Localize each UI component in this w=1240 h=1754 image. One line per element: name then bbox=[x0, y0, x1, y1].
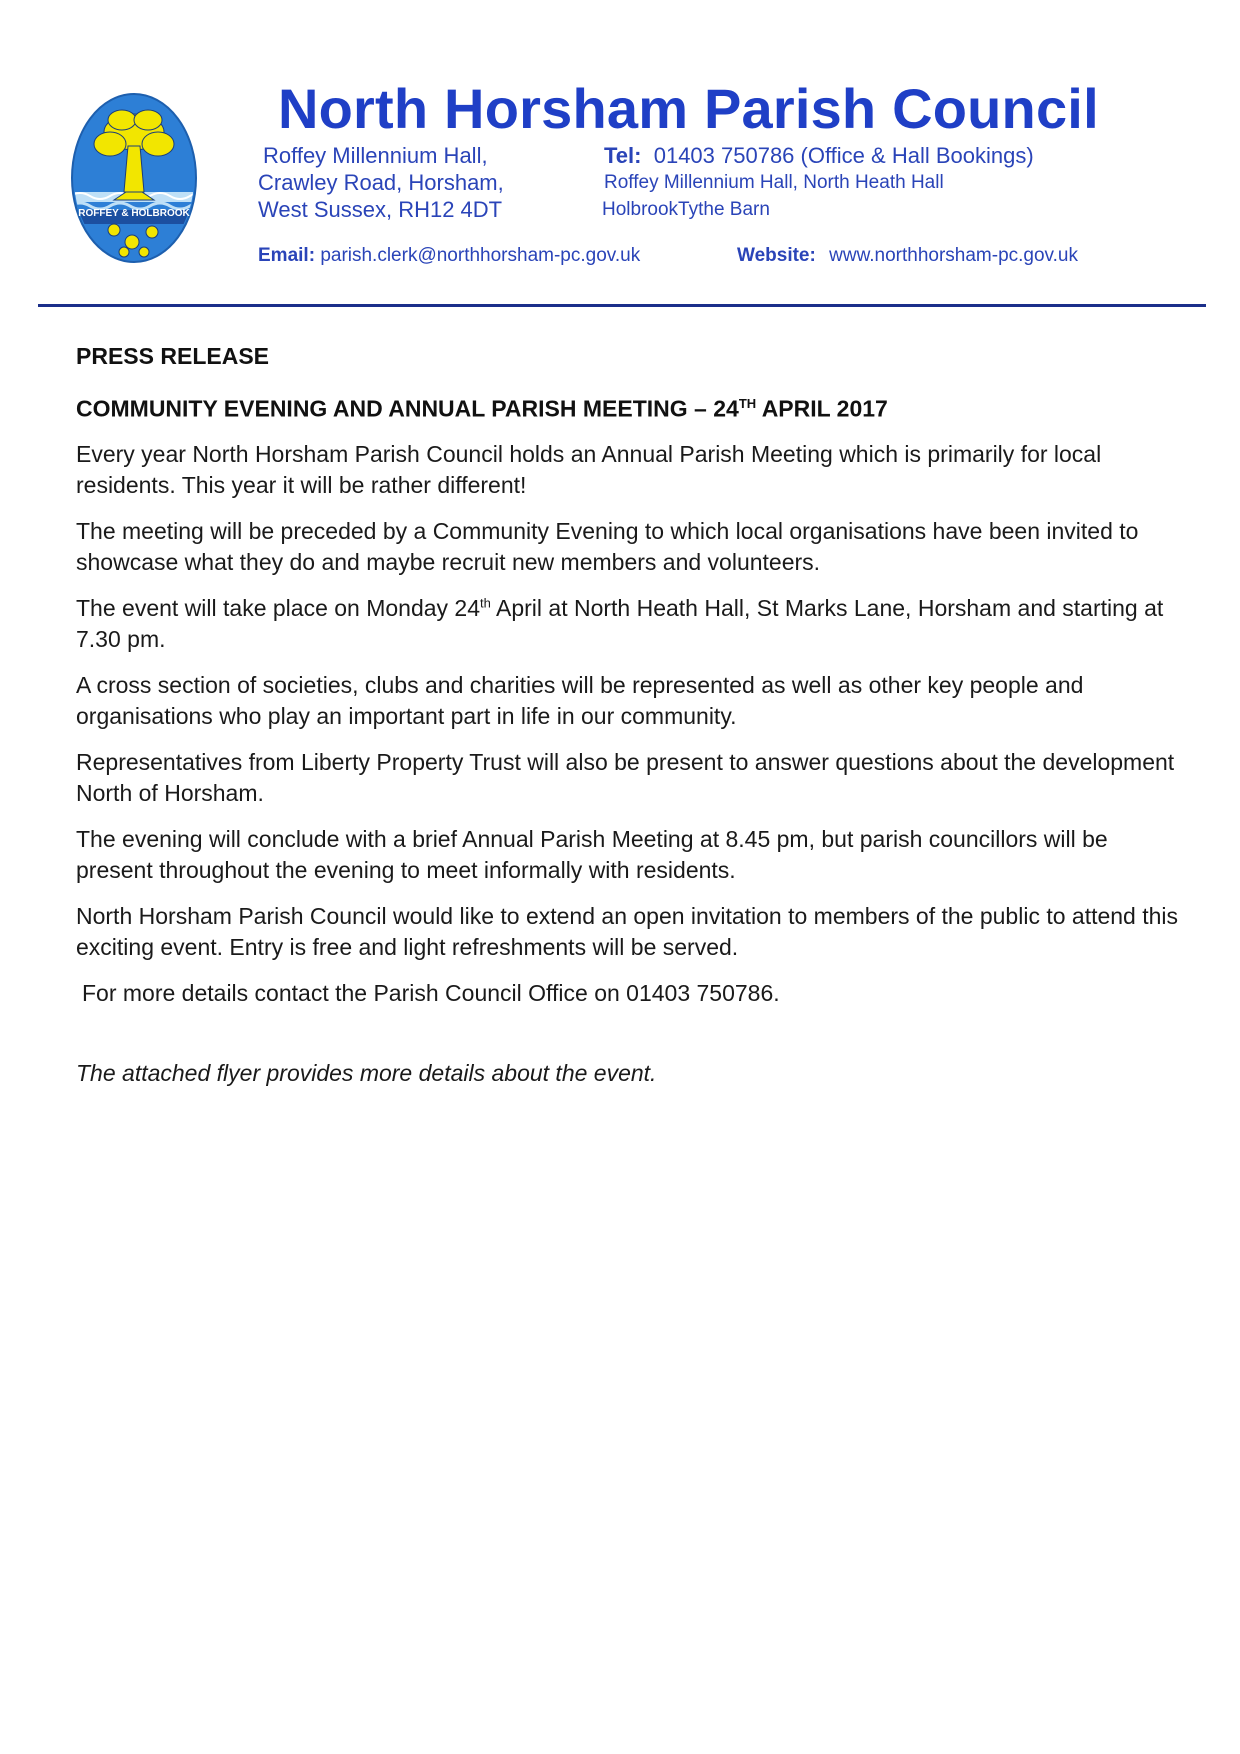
email-row bbox=[258, 245, 640, 267]
paragraph-7: North Horsham Parish Council would like to extend an open invitation to members of the public to attend this exciting event. Entry is free and light refreshments will be served. bbox=[76, 902, 1179, 960]
oak-tree-crest-icon bbox=[70, 92, 198, 264]
paragraph-3: The event will take place on Monday 24th April at North Heath Hall, St Marks Lane, Horsham and starting at 7.30 pm. bbox=[76, 594, 1164, 652]
paragraph-5: Representatives from Liberty Property Trust will also be present to answer questions about the development North of Horsham. bbox=[76, 748, 1175, 806]
council-logo bbox=[70, 92, 198, 264]
venue-line-2: HolbrookTythe Barn bbox=[602, 199, 770, 220]
website-link[interactable]: www.northhorsham-pc.gov.uk bbox=[829, 245, 1078, 266]
tel-value[interactable]: 01403 750786 (Office & Hall Bookings) bbox=[653, 143, 1034, 168]
contact-block bbox=[604, 142, 1034, 223]
venue-line-1: Roffey Millennium Hall, North Heath Hall bbox=[604, 172, 944, 193]
website-row bbox=[737, 245, 1078, 267]
release-heading: COMMUNITY EVENING AND ANNUAL PARISH MEETING – 24TH APRIL 2017 bbox=[76, 395, 888, 422]
press-release-body bbox=[76, 340, 1186, 1104]
tel-label: Tel: bbox=[604, 143, 642, 168]
website-label: Website: bbox=[737, 245, 816, 266]
flyer-note: The attached flyer provides more details about the event. bbox=[76, 1059, 657, 1086]
council-title: North Horsham Parish Council bbox=[278, 77, 1099, 140]
svg-text:ROFFEY & HOLBROOK: ROFFEY & HOLBROOK bbox=[78, 208, 190, 219]
address-line-1: Roffey Millennium Hall, bbox=[263, 143, 488, 168]
telephone-line bbox=[604, 142, 1034, 169]
email-label: Email: bbox=[258, 245, 316, 266]
address-line-2: Crawley Road, Horsham, bbox=[258, 170, 504, 195]
contact-details-paragraph: For more details contact the Parish Council Office on 01403 750786. bbox=[82, 979, 780, 1006]
postal-address bbox=[258, 142, 504, 223]
paragraph-1: Every year North Horsham Parish Council holds an Annual Parish Meeting which is primarily for local residents. This year it will be rather different! bbox=[76, 440, 1102, 498]
paragraph-2: The meeting will be preceded by a Community Evening to which local organisations have been invited to showcase what they do and maybe recruit new members and volunteers. bbox=[76, 517, 1139, 575]
paragraph-4: A cross section of societies, clubs and charities will be represented as well as other key people and organisations who play an important part in life in our community. bbox=[76, 671, 1084, 729]
email-link[interactable]: parish.clerk@northhorsham-pc.gov.uk bbox=[320, 245, 641, 266]
press-release-label: PRESS RELEASE bbox=[76, 343, 269, 369]
address-line-3: West Sussex, RH12 4DT bbox=[258, 197, 503, 222]
header-divider bbox=[38, 304, 1206, 307]
paragraph-6: The evening will conclude with a brief Annual Parish Meeting at 8.45 pm, but parish councillors will be present throughout the evening to meet informally with residents. bbox=[76, 825, 1108, 883]
